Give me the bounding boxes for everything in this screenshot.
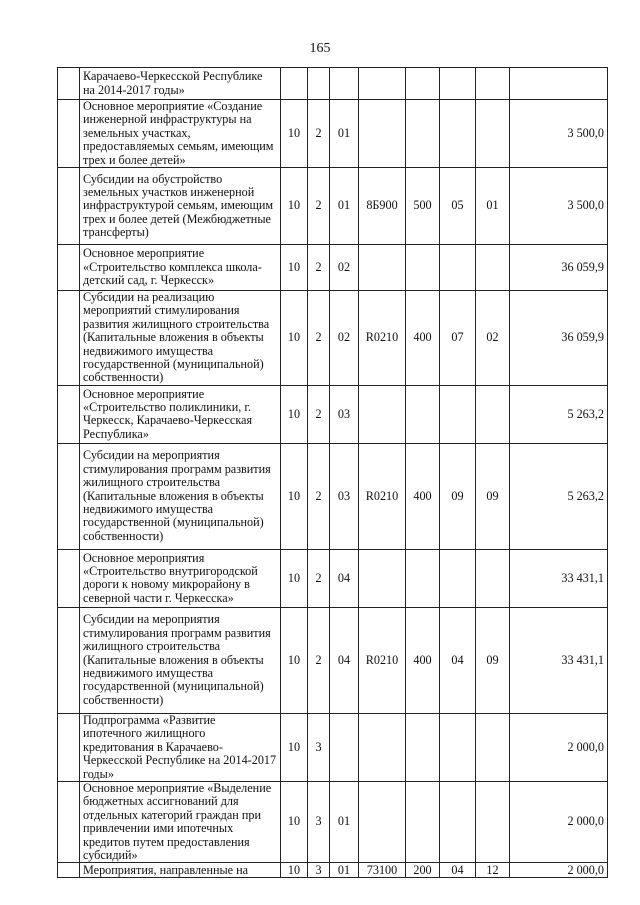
row-amount-cell: 3 500,0: [510, 100, 608, 168]
row-blank-cell: [58, 245, 80, 291]
row-code-cell-c6: [440, 100, 476, 168]
row-code-cell-c6: [440, 713, 476, 781]
row-code-cell-c2: 2: [308, 549, 330, 607]
row-code-cell-c7: [476, 713, 510, 781]
row-blank-cell: [58, 443, 80, 549]
row-code-cell-c3: 04: [330, 607, 359, 713]
row-code-cell-c1: 10: [281, 607, 308, 713]
table-row: [58, 443, 608, 549]
row-code-cell-c2: 2: [308, 245, 330, 291]
row-amount-cell: 36 059,9: [510, 245, 608, 291]
row-code-cell-c2: 3: [308, 863, 330, 878]
row-blank-cell: [58, 68, 80, 100]
row-code-cell-c5: [406, 781, 440, 862]
row-code-cell-c3: 02: [330, 291, 359, 386]
row-code-cell-c1: 10: [281, 443, 308, 549]
row-blank-cell: [58, 781, 80, 862]
row-name-cell: Основное мероприятие «Выделение бюджетных ассигнований для отдельных категорий граждан при привлечении ими ипотечных кредитов путем предоставления субсидий»: [80, 781, 281, 862]
row-name-cell: Мероприятия, направленные на: [80, 863, 281, 878]
row-code-cell-c3: 03: [330, 443, 359, 549]
table-row: [58, 168, 608, 245]
row-amount-cell: 36 059,9: [510, 291, 608, 386]
row-code-cell-c3: 04: [330, 549, 359, 607]
row-amount-cell: 2 000,0: [510, 781, 608, 862]
row-amount-cell: 2 000,0: [510, 713, 608, 781]
row-blank-cell: [58, 291, 80, 386]
table-row: [58, 863, 608, 878]
row-code-cell-c6: 04: [440, 863, 476, 878]
row-code-cell-c6: 05: [440, 168, 476, 245]
row-code-cell-c1: 10: [281, 168, 308, 245]
row-code-cell-c7: 12: [476, 863, 510, 878]
row-code-cell-c4: 8Б900: [359, 168, 406, 245]
row-blank-cell: [58, 713, 80, 781]
row-code-cell-c5: [406, 245, 440, 291]
row-code-cell-c5: [406, 68, 440, 100]
row-code-cell-c2: 2: [308, 291, 330, 386]
row-amount-cell: 33 431,1: [510, 607, 608, 713]
row-amount-cell: 5 263,2: [510, 385, 608, 443]
row-code-cell-c5: 400: [406, 291, 440, 386]
row-blank-cell: [58, 863, 80, 878]
row-amount-cell: 5 263,2: [510, 443, 608, 549]
row-code-cell-c1: 10: [281, 291, 308, 386]
row-name-cell: Субсидии на мероприятия стимулирования программ развития жилищного строительства (Капитальные вложения в объекты недвижимого имущества государственной (муниципальной) собственности): [80, 607, 281, 713]
row-code-cell-c4: 73100: [359, 863, 406, 878]
row-name-cell: Основное мероприятие «Создание инженерной инфраструктуры на земельных участках, предоставляемых семьям, имеющим трех и более детей»: [80, 100, 281, 168]
row-code-cell-c2: 2: [308, 443, 330, 549]
row-code-cell-c7: 01: [476, 168, 510, 245]
row-blank-cell: [58, 100, 80, 168]
row-code-cell-c4: R0210: [359, 443, 406, 549]
row-code-cell-c3: [330, 68, 359, 100]
row-code-cell-c2: 2: [308, 100, 330, 168]
row-blank-cell: [58, 385, 80, 443]
row-code-cell-c6: 04: [440, 607, 476, 713]
row-code-cell-c6: [440, 385, 476, 443]
row-amount-cell: 33 431,1: [510, 549, 608, 607]
table-row: [58, 781, 608, 862]
row-name-cell: Подпрограмма «Развитие ипотечного жилищного кредитования в Карачаево-Черкесской Республике на 2014-2017 годы»: [80, 713, 281, 781]
table-row: [58, 245, 608, 291]
row-amount-cell: 3 500,0: [510, 168, 608, 245]
row-code-cell-c5: 500: [406, 168, 440, 245]
row-code-cell-c4: [359, 100, 406, 168]
row-amount-cell: [510, 68, 608, 100]
row-code-cell-c2: 2: [308, 607, 330, 713]
row-code-cell-c1: 10: [281, 713, 308, 781]
row-code-cell-c1: 10: [281, 245, 308, 291]
row-code-cell-c4: R0210: [359, 291, 406, 386]
row-code-cell-c6: [440, 781, 476, 862]
row-name-cell: Субсидии на обустройство земельных участков инженерной инфраструктурой семьям, имеющим трех и более детей (Межбюджетные трансферты): [80, 168, 281, 245]
row-code-cell-c5: 400: [406, 443, 440, 549]
row-code-cell-c7: [476, 549, 510, 607]
row-name-cell: Субсидии на реализацию мероприятий стимулирования развития жилищного строительства (Капитальные вложения в объекты недвижимого имущества государственной (муниципальной) собственности): [80, 291, 281, 386]
row-code-cell-c3: 01: [330, 100, 359, 168]
row-name-cell: Субсидии на мероприятия стимулирования программ развития жилищного строительства (Капитальные вложения в объекты недвижимого имущества государственной (муниципальной) собственности): [80, 443, 281, 549]
row-code-cell-c7: [476, 781, 510, 862]
row-code-cell-c6: 07: [440, 291, 476, 386]
row-code-cell-c5: [406, 100, 440, 168]
row-code-cell-c3: 01: [330, 781, 359, 862]
row-code-cell-c1: 10: [281, 100, 308, 168]
row-code-cell-c4: [359, 549, 406, 607]
budget-table: [57, 67, 608, 878]
row-code-cell-c7: [476, 100, 510, 168]
row-code-cell-c1: [281, 68, 308, 100]
row-code-cell-c3: 02: [330, 245, 359, 291]
row-code-cell-c2: [308, 68, 330, 100]
row-code-cell-c7: 09: [476, 443, 510, 549]
row-code-cell-c1: 10: [281, 385, 308, 443]
row-code-cell-c4: [359, 68, 406, 100]
table-row: [58, 713, 608, 781]
row-code-cell-c6: [440, 68, 476, 100]
row-code-cell-c1: 10: [281, 781, 308, 862]
row-name-cell: Основное мероприятие «Строительство поликлиники, г. Черкесск, Карачаево-Черкесская Республика»: [80, 385, 281, 443]
row-code-cell-c1: 10: [281, 863, 308, 878]
row-code-cell-c2: 3: [308, 781, 330, 862]
page-number: 165: [309, 41, 331, 56]
row-code-cell-c7: [476, 245, 510, 291]
row-amount-cell: 2 000,0: [510, 863, 608, 878]
row-code-cell-c3: 03: [330, 385, 359, 443]
row-name-cell: Основное мероприятия «Строительство внутригородской дороги к новому микрорайону в северной части г. Черкесска»: [80, 549, 281, 607]
table-row: [58, 607, 608, 713]
row-code-cell-c2: 2: [308, 385, 330, 443]
table-row: [58, 291, 608, 386]
table-row: [58, 100, 608, 168]
row-code-cell-c5: [406, 713, 440, 781]
table-row: [58, 385, 608, 443]
row-code-cell-c4: [359, 781, 406, 862]
row-code-cell-c3: 01: [330, 863, 359, 878]
row-code-cell-c4: [359, 713, 406, 781]
table-row: [58, 549, 608, 607]
row-code-cell-c5: 400: [406, 607, 440, 713]
row-code-cell-c7: [476, 68, 510, 100]
row-name-cell: Основное мероприятие «Строительство комплекса школа-детский сад, г. Черкесск»: [80, 245, 281, 291]
row-code-cell-c7: 02: [476, 291, 510, 386]
row-name-cell: Карачаево-Черкесской Республике на 2014-2017 годы»: [80, 68, 281, 100]
row-code-cell-c3: 01: [330, 168, 359, 245]
row-code-cell-c1: 10: [281, 549, 308, 607]
row-code-cell-c2: 2: [308, 168, 330, 245]
row-blank-cell: [58, 549, 80, 607]
row-code-cell-c3: [330, 713, 359, 781]
row-blank-cell: [58, 168, 80, 245]
row-code-cell-c5: 200: [406, 863, 440, 878]
row-code-cell-c7: 09: [476, 607, 510, 713]
table-row: [58, 68, 608, 100]
row-code-cell-c5: [406, 549, 440, 607]
row-code-cell-c6: [440, 549, 476, 607]
row-code-cell-c6: [440, 245, 476, 291]
row-code-cell-c7: [476, 385, 510, 443]
row-blank-cell: [58, 607, 80, 713]
row-code-cell-c6: 09: [440, 443, 476, 549]
row-code-cell-c2: 3: [308, 713, 330, 781]
row-code-cell-c4: R0210: [359, 607, 406, 713]
row-code-cell-c4: [359, 245, 406, 291]
row-code-cell-c4: [359, 385, 406, 443]
row-code-cell-c5: [406, 385, 440, 443]
